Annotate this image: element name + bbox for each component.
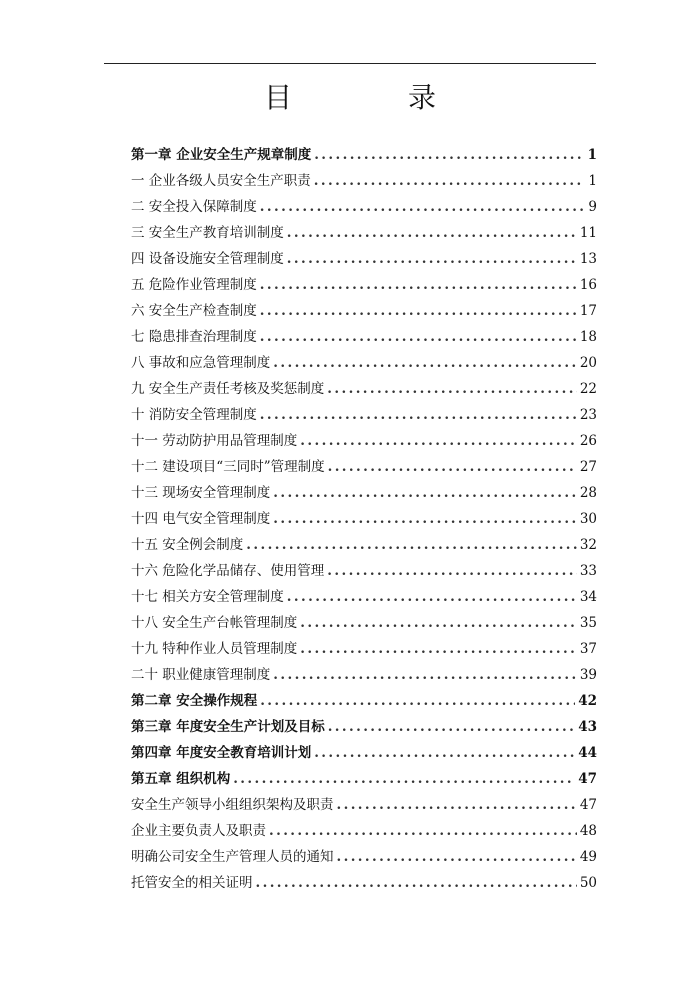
toc-page-number: 42 [578,693,597,709]
toc-dot-leader [300,636,577,662]
toc-section-entry[interactable] [131,194,597,220]
toc-dot-leader [233,766,575,792]
toc-section-entry[interactable] [131,350,597,376]
toc-entry-label: 第三章 年度安全生产计划及目标 [131,719,325,735]
toc-entry-label: 十九 特种作业人员管理制度 [131,641,298,657]
toc-entry-label: 十一 劳动防护用品管理制度 [131,433,298,449]
toc-section-entry[interactable] [131,610,597,636]
header-rule [104,63,596,64]
table-of-contents [131,142,597,896]
toc-page-number: 20 [579,355,597,371]
toc-page-number: 47 [579,797,597,813]
toc-page-number: 1 [587,147,597,163]
toc-dot-leader [327,376,577,402]
toc-entry-label: 一 企业各级人员安全生产职责 [131,173,311,189]
toc-section-entry[interactable] [131,246,597,272]
toc-section-entry[interactable] [131,636,597,662]
toc-entry-label: 托管安全的相关证明 [131,875,253,891]
toc-chapter-entry[interactable] [131,688,597,714]
toc-section-entry[interactable] [131,532,597,558]
toc-dot-leader [337,844,577,870]
toc-dot-leader [260,688,575,714]
toc-entry-label: 五 危险作业管理制度 [131,277,257,293]
toc-dot-leader [328,714,576,740]
toc-dot-leader [269,818,577,844]
toc-section-entry[interactable] [131,220,597,246]
toc-dot-leader [256,870,577,896]
toc-page-number: 16 [579,277,597,293]
toc-page-number: 37 [579,641,597,657]
toc-entry-label: 第二章 安全操作规程 [131,693,258,709]
toc-section-entry[interactable] [131,402,597,428]
toc-page-number: 48 [579,823,597,839]
toc-page-number: 50 [579,875,597,891]
toc-entry-label: 二 安全投入保障制度 [131,199,257,215]
toc-entry-label: 十八 安全生产台帐管理制度 [131,615,298,631]
toc-section-entry[interactable] [131,584,597,610]
toc-section-entry[interactable] [131,506,597,532]
toc-page-number: 11 [579,225,597,241]
toc-dot-leader [273,506,577,532]
toc-chapter-entry[interactable] [131,740,597,766]
toc-entry-label: 十六 危险化学品储存、使用管理 [131,563,325,579]
toc-entry-label: 第五章 组织机构 [131,771,231,787]
toc-section-entry[interactable] [131,792,597,818]
toc-page-number: 47 [578,771,597,787]
toc-entry-label: 十三 现场安全管理制度 [131,485,271,501]
toc-page-number: 30 [579,511,597,527]
toc-dot-leader [246,532,577,558]
toc-section-entry[interactable] [131,298,597,324]
toc-section-entry[interactable] [131,818,597,844]
toc-dot-leader [287,220,577,246]
toc-page-number: 44 [578,745,597,761]
toc-entry-label: 安全生产领导小组组织架构及职责 [131,797,334,813]
toc-page-number: 43 [578,719,597,735]
toc-entry-label: 九 安全生产责任考核及奖惩制度 [131,381,325,397]
toc-dot-leader [273,350,577,376]
toc-section-entry[interactable] [131,662,597,688]
toc-entry-label: 四 设备设施安全管理制度 [131,251,284,267]
toc-page-number: 26 [579,433,597,449]
toc-page-number: 17 [579,303,597,319]
toc-section-entry[interactable] [131,454,597,480]
toc-page-number: 23 [579,407,597,423]
toc-entry-label: 十七 相关方安全管理制度 [131,589,284,605]
toc-dot-leader [287,584,577,610]
toc-page-number: 32 [579,537,597,553]
toc-entry-label: 六 安全生产检查制度 [131,303,257,319]
toc-chapter-entry[interactable] [131,766,597,792]
toc-entry-label: 第一章 企业安全生产规章制度 [131,147,312,163]
toc-entry-label: 十 消防安全管理制度 [131,407,257,423]
toc-entry-label: 三 安全生产教育培训制度 [131,225,284,241]
toc-dot-leader [273,480,577,506]
toc-page-number: 27 [579,459,597,475]
toc-dot-leader [314,142,584,168]
toc-chapter-entry[interactable] [131,714,597,740]
toc-section-entry[interactable] [131,272,597,298]
toc-page-number: 49 [579,849,597,865]
toc-dot-leader [327,558,577,584]
toc-dot-leader [273,662,577,688]
toc-entry-label: 二十 职业健康管理制度 [131,667,271,683]
toc-entry-label: 七 隐患排查治理制度 [131,329,257,345]
toc-dot-leader [260,298,577,324]
toc-section-entry[interactable] [131,558,597,584]
toc-page-number: 35 [579,615,597,631]
toc-dot-leader [314,168,584,194]
toc-dot-leader [314,740,575,766]
toc-entry-label: 十四 电气安全管理制度 [131,511,271,527]
toc-entry-label: 十二 建设项目“三同时”管理制度 [131,459,325,475]
toc-entry-label: 第四章 年度安全教育培训计划 [131,745,312,761]
toc-page-number: 13 [579,251,597,267]
toc-dot-leader [300,610,577,636]
toc-page-number: 34 [579,589,597,605]
toc-dot-leader [287,246,577,272]
toc-entry-label: 十五 安全例会制度 [131,537,244,553]
toc-page-number: 18 [579,329,597,345]
toc-dot-leader [337,792,577,818]
toc-page-number: 33 [579,563,597,579]
toc-dot-leader [260,272,577,298]
toc-title: 目 录 [263,81,480,114]
toc-page-number: 39 [579,667,597,683]
toc-section-entry[interactable] [131,168,597,194]
toc-entry-label: 企业主要负责人及职责 [131,823,266,839]
toc-entry-label: 八 事故和应急管理制度 [131,355,271,371]
toc-dot-leader [328,454,577,480]
toc-section-entry[interactable] [131,870,597,896]
toc-page-number: 1 [588,173,597,189]
toc-page-number: 28 [579,485,597,501]
toc-section-entry[interactable] [131,324,597,350]
toc-dot-leader [260,324,577,350]
toc-dot-leader [260,402,577,428]
toc-page-number: 9 [588,199,597,215]
toc-section-entry[interactable] [131,376,597,402]
toc-section-entry[interactable] [131,844,597,870]
toc-section-entry[interactable] [131,428,597,454]
toc-entry-label: 明确公司安全生产管理人员的通知 [131,849,334,865]
toc-chapter-entry[interactable] [131,142,597,168]
toc-page-number: 22 [579,381,597,397]
toc-dot-leader [300,428,577,454]
toc-dot-leader [260,194,584,220]
toc-section-entry[interactable] [131,480,597,506]
